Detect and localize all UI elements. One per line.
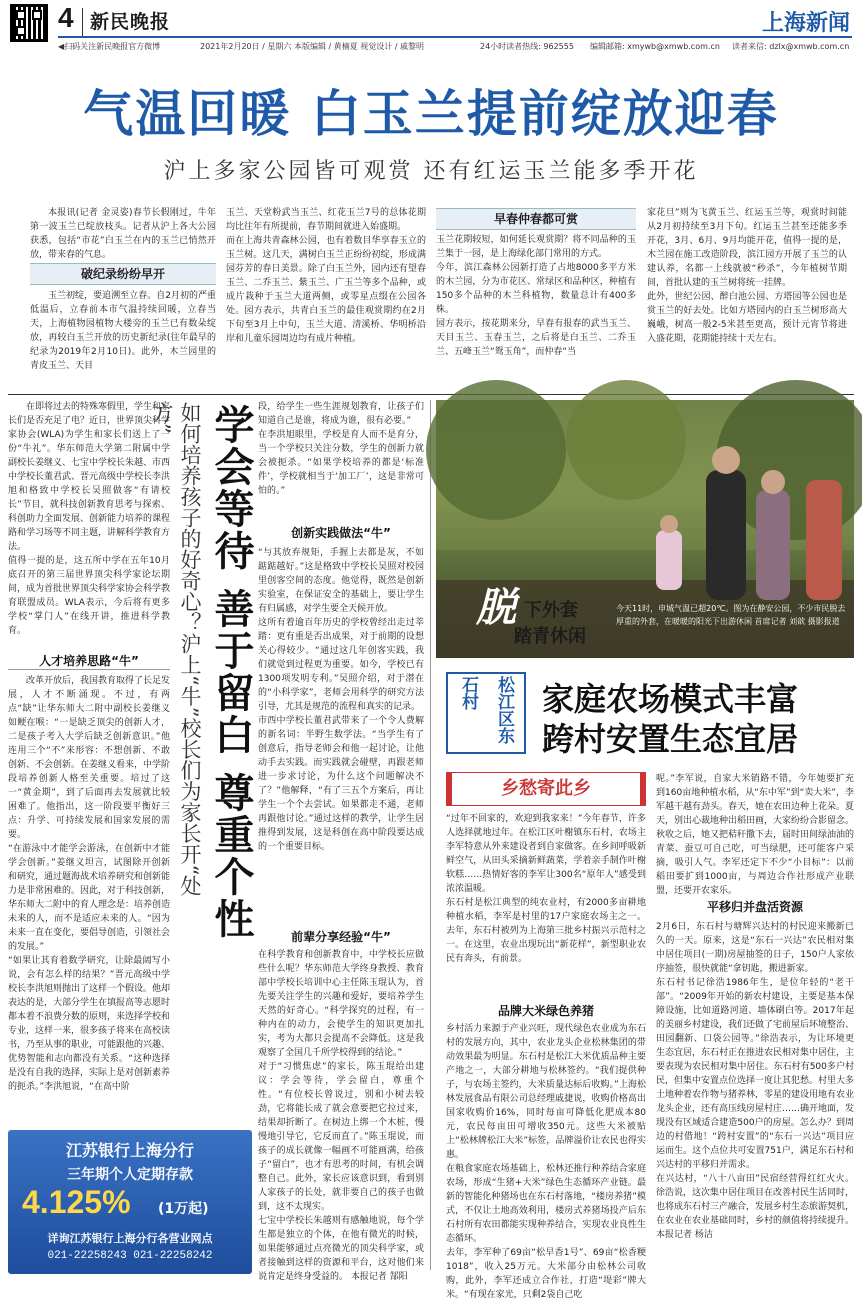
ad-note: (1万起): [158, 1201, 209, 1217]
photo-caption-title-1: 下外套: [524, 600, 578, 621]
photo-tree-canopy: [426, 380, 566, 520]
photo-person-head: [712, 446, 740, 474]
farm-tag: [446, 672, 526, 754]
farm-col1-body2: 乡村活力来源于产业兴旺，现代绿色农业成为东石村的发展方向，其中，农业龙头企业松林集团的带动效果最为明显。东石村是松江大米优质品种主要产地之一，大部分耕地与松林签约。“我们提供种子，与农场主签约，大米质量达标后收购。”上海松林发展食品有限公司总经理戚捷说，收购价格高出国家收购价16%，同时每亩可降低化肥成本80元，农民每亩田可增收350元。这些大米被贴上“松林牌松江大米”标签，品牌溢价让农民也得实惠。 在粮食家庭农场基础上，松林还推行种养结合家庭农场，形成“生猪+大米”绿色生态循环产业链。最新的智能化种猪场也在东石村落地，“楼房养猪”模式，不仅让土地高效利用，楼房式养猪场投产后东石村所有农田都能实现种养结合，实现农业良性生态循环。 去年，李军种了69亩“松早香1号”、69亩“松香粳1018”，收入25万元。大米部分由松林公司收购，此外，李军还成立合作社，打造“堤彩”牌大米。“有现在家光，只剩2袋自己吃: [446, 1024, 646, 1300]
hotline: 24小时读者热线: 962555: [480, 42, 574, 51]
feature-col2-body3: 在科学教育和创新教育中，中学校长应做些什么呢？华东师范大学终身教授、教育部中学校长培训中心主任陈玉琨认为，首先要关注学生的兴趣和爱好，要培养学生天然的好奇心。“科学探究的过程，有一种内在的动力，会使学生的知识更加扎实，考为大都只会提高不会降低。这是我观察了全国几千所学校得到的结论。” 对于“习惯焦虑”的家长，陈玉琨给出建议：学会等待，学会留白，尊重个性。“有位校长曾说过，别和小树去较劲，它将能长成了就会意要把它拉过来，结果却折断了。在树边上绑一个木桩，慢慢地引导它，它反而直了。”陈玉琨说，而孩子的成长就像一幅画不可能画满，给孩子“留白”，也才有思考的时间，有机会调整自己。此外，家长应该意识到，看到别人家孩子的长处，就非要自己的孩子也做到，这不太现实。 七宝中学校长朱越则有感触地说，每个学生都是独立的个体，在他有微光的时候，如果能够通过点亮微光的顶尖科学家，或者接触到这样的资源和平台，这对他们来说肯定是终身受益的。 本报记者 郜阳: [258, 950, 424, 1282]
farm-headline-2: 跨村安置生态宜居: [542, 720, 799, 758]
ad-product: 三年期个人定期存款: [67, 1167, 193, 1183]
feature-col1-subhead: 人才培养思路“牛”: [8, 652, 170, 670]
section-title: 上海新闻: [761, 10, 850, 36]
photo-caption-title-2: 踏青休闲: [514, 626, 586, 647]
ad-rate: 4.125%: [22, 1184, 131, 1220]
reader-mail: 读者来信: dzlx@xmwb.com.cn: [732, 42, 850, 51]
arrow-left-icon: ◀: [58, 42, 65, 51]
paper-name: 新民晚报: [90, 11, 171, 33]
feature-col2-body: 段，给学生一些生涯规划教育，让孩子们知道自己是谁，将成为谁，很有必要。” 在李洪旭眼里，学校是育人而不是育分，当一个学校只关注分数，学生的创新力就会被扼杀。“如果学校培养的都是‘标准件’，学校就相当于‘加工厂’，这是非常可怕的。”: [258, 402, 424, 496]
feature-col1-body: 在即将过去的特殊寒假里，学生和家长们是否充足了电？近日，世界顶尖科学家协会(WLA)为学生和家长们送上了一份“牛礼”。华东师范大学第二附属中学副校长姜继义、七宝中学校长朱越、市西中学校长董君武、晋元高级中学校长李洪旭和格致中学校长吴照做客“有请校长”节目，就科技创新教育思考与探索、科创助力全面发展、创新能力培养的课程路和学习场等不同主题，讲解科学教育方法。 值得一提的是，这五所中学在五年10月底召开的第三届世界顶尖科学家论坛期间，成为首批世界顶尖科学家协会科学教育联盟成员。WLA表示，今后将有更多学校“掌门人”在线开讲，推进科学教育。: [8, 402, 171, 636]
feature-col2-subhead: 创新实践做法“牛”: [291, 526, 391, 540]
lead-col2-body: 玉兰、天堂粉武当玉兰、红花玉兰7号的总体花期均比往年有所提前，春节期间就进入始盛期。 而在上海共青森林公园，也有着数目华享春玉立的玉兰树。这几天，满树白玉兰正纷纷初绽，形成满园芬芳的春日美景。除了白玉兰外，园内还有望春玉兰、二乔玉兰、紫玉兰、广玉兰等多个品种，或成片栽种于玉兰大道两侧，或零星点缀在公园各处。园方表示，共青白玉兰的最佳观赏期约在2月下旬至3月上中旬，玉兰大道、清溪桥、华明桥沿岸和儿童乐园周边均有成片种植。: [226, 208, 426, 344]
bank-ad[interactable]: [8, 1130, 252, 1274]
lead-col3-subhead: 早春仲春都可赏: [436, 208, 636, 230]
ad-bank-name: 江苏银行上海分行: [65, 1141, 194, 1160]
photo-child-head: [660, 515, 678, 533]
ad-detail: 详询江苏银行上海分行各营业网点: [47, 1232, 213, 1245]
farm-box-title-text: 乡愁寄此乡: [501, 778, 591, 799]
lead-headline: 气温回暖 白玉兰提前绽放迎春: [83, 85, 779, 143]
feature-col2-subhead2: 前辈分享经验“牛”: [291, 930, 391, 944]
feature-vertical-question: 如何培养孩子的好奇心？沪上“牛”校长们为家长开“处方”: [150, 402, 202, 897]
farm-headline-1: 家庭农场模式丰富: [542, 680, 799, 718]
farm-col2-subhead: 平移归并盘活资源: [706, 900, 803, 914]
photo-person-head: [761, 470, 785, 494]
lead-col1-subhead: 破纪录纷纷早开: [30, 263, 216, 285]
page-header: [0, 0, 862, 56]
farm-col2-body2: 2月6日，东石村与塘辉兴达村的村民迎来搬新已久的一天。原来，这是“东石一兴达”农民相对集中居住项目(一期)房屋抽签的日子，150户人家依序抽签，很快就能“拿钥匙，搬进新家。 东石村书记徐浩1986年生，是位年轻的“老干部”。“2009年开始的新农村建设，主要是基本保障设施，比如道路河道、墙体刷白等。2017年起的美丽乡村建设，我们还做了宅前屋后环境整治、田园翻新、口袋公园等。”徐浩表示，为让环境更生态宜居，东石村正在推进农民相对集中居住，主要表现为农民相对集中居住。东石村有500多户村民，但集中安置点位选择一度让其犯愁。村里大多土地种着农作物与猪养林，零星的建设用地有农业龙头企业，还有高压线房屋村庄……确开地面，发现没有区域适合建造500户的房屋。怎么办？到周边的村借地！“跨村安置”的“东石一兴达”项目应运而生。这个点位共可安置751户，满足东石村和兴达村的平移归并需求。 在兴达村，“八十八亩田”民宿经营得红红火火。徐浩说，这次集中居住项目在改善村民生活同时，也将成东石村三产融合，发展乡村生态旅游契机，在农业在农业基础同时，乡村的颜值将持续提升。 本报记者 杨洁: [656, 922, 855, 1240]
page-number-divider: [82, 8, 83, 36]
photo-person-man: [706, 470, 746, 600]
news-photo: [436, 400, 854, 658]
photo-caption: 今天11时，申城气温已超20℃。图为在静安公园，不少市民脱去厚重的外套，在暖暖的阳光下出游休闲 首席记者 刘歆 摄影报道: [616, 604, 846, 626]
feature-vertical-title: 学会等待 善于留白 尊重个性: [208, 404, 254, 940]
feature-col2-body2: “与其放弃规矩，手握上去都是灰，不如踮踮越好。”这是格致中学校长吴照对校园里创客空间的态度。他觉得，既然是创新实验室，在保证安全的基础上，要让学生有归属感，对学生要全天候开放。 这所有着逾百年历史的学校曾经出走过莘踏：更有重是否出成果，对于前期的设想关心得较少。“通过这几年创客实践，我们就觉到过程更为重要。如今，学校已有1300项发明专利。”吴照介绍，对于潜在的“小科学家”，老师会用科学的研究方法引导，尤其是规范的流程和真实的记录。 市西中学校长董君武带来了一个令人费解的新名词：半野生数学法。“当学生有了创意后，指导老师会和他一起讨论，让他动手去实践。而实践就会碰壁，再跟老师进一步求讨论，为什么这个问题解决不了？”他解释，“有了三五个方案后，再让学生一个个去尝试。如果都走不通，老师再跟他讨论。”通过这样的教学，让学生居推得到发展，这是科创在高中阶段要达成的一个重要目标。: [258, 548, 424, 852]
header-rule: [58, 36, 852, 38]
lead-col1-body: 玉兰初绽，要追溯至立春。自2月初的严重低温后，立春前本市气温持续回暖，立春当天，上海植物园植物大楼旁的玉兰已有数朵绽放，再较白玉兰开放的历史新纪录(往年最早的纪录为2019年2月10日)。此外，木兰园里的青皮玉兰、天目: [30, 291, 216, 371]
date-line: 2021年2月20日 / 星期六 本版编辑 / 黄楠夏 视觉设计 / 戚黎明: [200, 42, 425, 51]
feature-col1-body2: 改革开放后，我国教育取得了长足发展，人才不断涌现。不过，有两点“缺”让华东师大二附中副校长姜继义如鲠在喉：“一是缺乏顶尖的创新人才，二是孩子考入大学后缺乏创新意识。”他连用三个“不”来形容：不想创新、不敢创新、不会创新。在姜继义看来，中学阶段培养创新人格至关重要。培过了这一“黄金期”，到了后面再去发展就比较困难了。他指出，这一阶段要平衡好三点：升学、可持续发展和国家发展的需要。 “在游泳中才能学会游泳，在创新中才能学会创新。”姜继义坦言，试图除开创新和研究，通过题海战术培养研究和创新能力是非常困难的。因此，对于科技创新，华东师大二附中的育人理念是：培养创造未来的人，而不是适应未来的人。“因为未来一直在变化，要倡导创造，引领社会的发展。” “如果让其育着数学研究，让除最阔写小说，会有怎么样的结果？”晋元高级中学校长李洪旭则抛出了这样一个假设。他却表达的是，大部分学生在填报高等志愿时都本着不浪费分数的原则，来选择学校和专业，这样一来，很多孩子将来在高校读书，乃至从事的职业，可能跟他的兴趣、优势智能和志向都没有关系。“这种选择是没有自我的选择，实际上是对创新素养的扼杀。”李洪旭说，“在高中阶: [8, 676, 171, 1092]
photo-child: [656, 530, 682, 590]
lead-col3-body: 玉兰花期较短，如何延长观赏期？将不同品种的玉兰集于一园，是上海绿化部门常用的方式。 今年，滨江森林公园新打造了占地8000多平方米的木兰园，分为市花区、常绿区和品种区，种植有150多个品种的木兰科植物，数量总计有400多株。 园方表示，按花期来分，早春有报春的武当玉兰、天目玉兰、玉春玉兰，之后将是白玉兰、二乔玉兰、五峰玉兰“鸳玉角”，而仲春“当: [436, 235, 636, 357]
ad-phones: 021-22258243 021-22258242: [47, 1250, 213, 1262]
scan-hint-text: 扫码关注新民晚报官方微博: [64, 42, 161, 51]
column-divider: [430, 400, 431, 1270]
lead-col1-intro: 本报讯(记者 金灵姿)春节长假刚过，牛年第一波玉兰已绽放枝头。记者从沪上各大公园获悉，包括“市花”白玉兰在内的玉兰已悄然开放，带来春的气息。: [30, 208, 216, 260]
scan-hint: [58, 41, 160, 52]
qr-code-icon: [10, 4, 48, 42]
photo-tree-canopy: [566, 380, 686, 500]
page-number: 4: [58, 2, 74, 33]
photo-person-woman: [756, 490, 790, 600]
lead-subhead: 沪上多家公园皆可观赏 还有红运玉兰能多季开花: [163, 159, 699, 184]
section-divider: [8, 394, 854, 395]
photo-person-right: [806, 480, 842, 600]
farm-col1-body: “过年不回家的，欢迎到我家来！”今年春节，许多人选择就地过年。在松江区叶榭镇东石村，农场主李军特意从外来建设者到自家做客。在乡间呼吸新鲜空气，从田头采摘新鲜蔬菜，学着亲手制作叶榭软糕……热情好客的李军让300名“原年人”感受到浓浓温暖。 东石村是松江典型的纯农业村，有2000多亩耕地种植水稻，李军是村里的17户家庭农场主之一。去年，东石村被列为上海第三批乡村振兴示范村之一。在这里，农业出现玩出“新花样”，新型职业农民有奔头，有前景。: [446, 814, 646, 964]
farm-tag-text: 松江区东石村: [458, 676, 514, 744]
editor-mail: 编辑邮箱: xmywb@xmwb.com.cn: [590, 42, 720, 51]
farm-box-title: [446, 772, 646, 806]
lead-col4-body: 家花旦”则为飞黄玉兰、红运玉兰等，观赏时间能从2月初持续至3月下旬。红运玉兰甚至还能多季开花，3月、6月、9月均能开花，值得一提的是，木兰园在施工改造阶段，滨江园方开展了玉兰的认建认养，名都一上线就被“秒杀”，今年植树节期间，首批认建的玉兰树将统一挂牌。 此外，世纪公园、醉白池公园、方塔园等公园也是赏玉兰的好去处。比如方塔园内的白玉兰树形高大巍峨，树高一般2-5米甚至更高，预计元宵节将进入盛花期，花期能持续十天左右。: [647, 208, 847, 344]
farm-col2-body: 呢。”李军说，自家大米销路不错，今年她要扩充到160亩地种植水稻，从“东中军”到“卖大米”，李军越干越有劲头。春天，她在农田边种上花朵。夏天，别出心裁地种出稻田画，大家纷纷合影留念。秋收之后，她又把秸秆撒下去，届时田间绿油油的青菜、蚕豆可自己吃，可当绿肥，还可能客户采摘，吸引人气。李军还定下不少“小目标”：以前稻田要扩到1000亩，与周边合作社形成产业联盟，还要开农家乐。: [656, 774, 855, 896]
photo-tag: 脱: [476, 584, 516, 631]
farm-col1-subhead: 品牌大米绿色养猪: [497, 1004, 594, 1018]
